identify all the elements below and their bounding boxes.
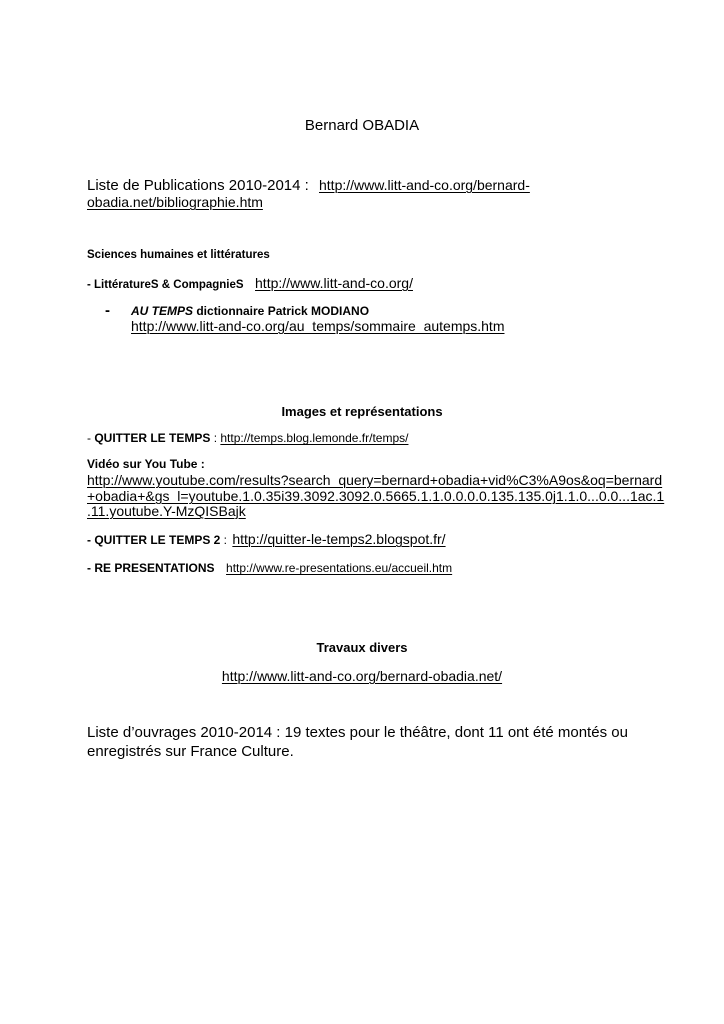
youtube-link-part1[interactable]: http://www.youtube.com/results?search_query=bernard+obadia+vid%C3%A9os&oq=bernard <box>87 472 663 488</box>
publications-link-part2[interactable]: obadia.net/bibliographie.htm <box>87 194 263 210</box>
video-link-line2 <box>87 488 664 504</box>
publications-line <box>87 177 530 194</box>
list-item-re-presentations <box>87 559 452 577</box>
au-temps-link[interactable]: http://www.litt-and-co.org/au_temps/sommaire_autemps.htm <box>131 318 505 334</box>
list-item-au-temps <box>131 304 369 318</box>
quitter2-sep: : <box>220 533 231 547</box>
travaux-link-line <box>0 668 724 684</box>
document-title <box>0 117 724 134</box>
quitter-label: QUITTER LE TEMPS <box>94 431 211 445</box>
author-name: Bernard OBADIA <box>304 117 420 134</box>
list-item-quitter-le-temps-2 <box>87 531 446 549</box>
publications-link[interactable]: http://www.litt-and-co.org/bernard- <box>319 177 530 193</box>
list-dash: - <box>105 302 110 319</box>
au-temps-title: AU TEMPS <box>131 304 194 318</box>
video-link-line3 <box>87 503 246 519</box>
publications-link-continued <box>87 194 263 210</box>
quitter-link[interactable]: http://temps.blog.lemonde.fr/temps/ <box>220 431 409 445</box>
quitter-sep: : <box>210 431 221 445</box>
section-heading-images <box>0 404 724 419</box>
youtube-link-part2[interactable]: +obadia+&gs_l=youtube.1.0.35i39.3092.3092.0.5665.1.1.0.0.0.0.135.135.0j1.1.0...0.0...1ac.1 <box>87 488 665 504</box>
list-item-litteratures <box>87 275 413 293</box>
works-line2: enregistrés sur France Culture. <box>87 743 294 760</box>
travaux-link[interactable]: http://www.litt-and-co.org/bernard-obadia.net/ <box>221 668 503 684</box>
representations-link[interactable]: http://www.re-presentations.eu/accueil.htm <box>226 561 453 575</box>
video-label: Vidéo sur You Tube : <box>87 457 205 471</box>
section-heading-sciences: Sciences humaines et littératures <box>87 249 270 261</box>
youtube-link-part3[interactable]: .11.youtube.Y-MzQISBajk <box>87 503 246 519</box>
quitter-dash: - <box>87 431 95 445</box>
representations-label: - RE PRESENTATIONS <box>87 561 215 575</box>
works-line1: Liste d’ouvrages 2010-2014 : 19 textes pour le théâtre, dont 11 ont été montés ou <box>87 724 628 741</box>
video-link-line1 <box>87 472 662 488</box>
au-temps-desc: dictionnaire Patrick MODIANO <box>193 304 370 318</box>
list-item-quitter-le-temps <box>87 431 408 445</box>
section-heading-travaux <box>0 640 724 655</box>
litteratures-link[interactable]: http://www.litt-and-co.org/ <box>255 275 413 291</box>
quitter2-label: - QUITTER LE TEMPS 2 <box>87 533 221 547</box>
section-heading-travaux-text: Travaux divers <box>316 640 408 655</box>
quitter2-link[interactable]: http://quitter-le-temps2.blogspot.fr/ <box>232 531 446 547</box>
au-temps-link-line <box>131 318 505 334</box>
litteratures-label: - LittératureS & CompagnieS <box>87 279 244 291</box>
publications-label: Liste de Publications 2010-2014 : <box>87 177 309 194</box>
section-heading-images-text: Images et représentations <box>281 404 443 419</box>
